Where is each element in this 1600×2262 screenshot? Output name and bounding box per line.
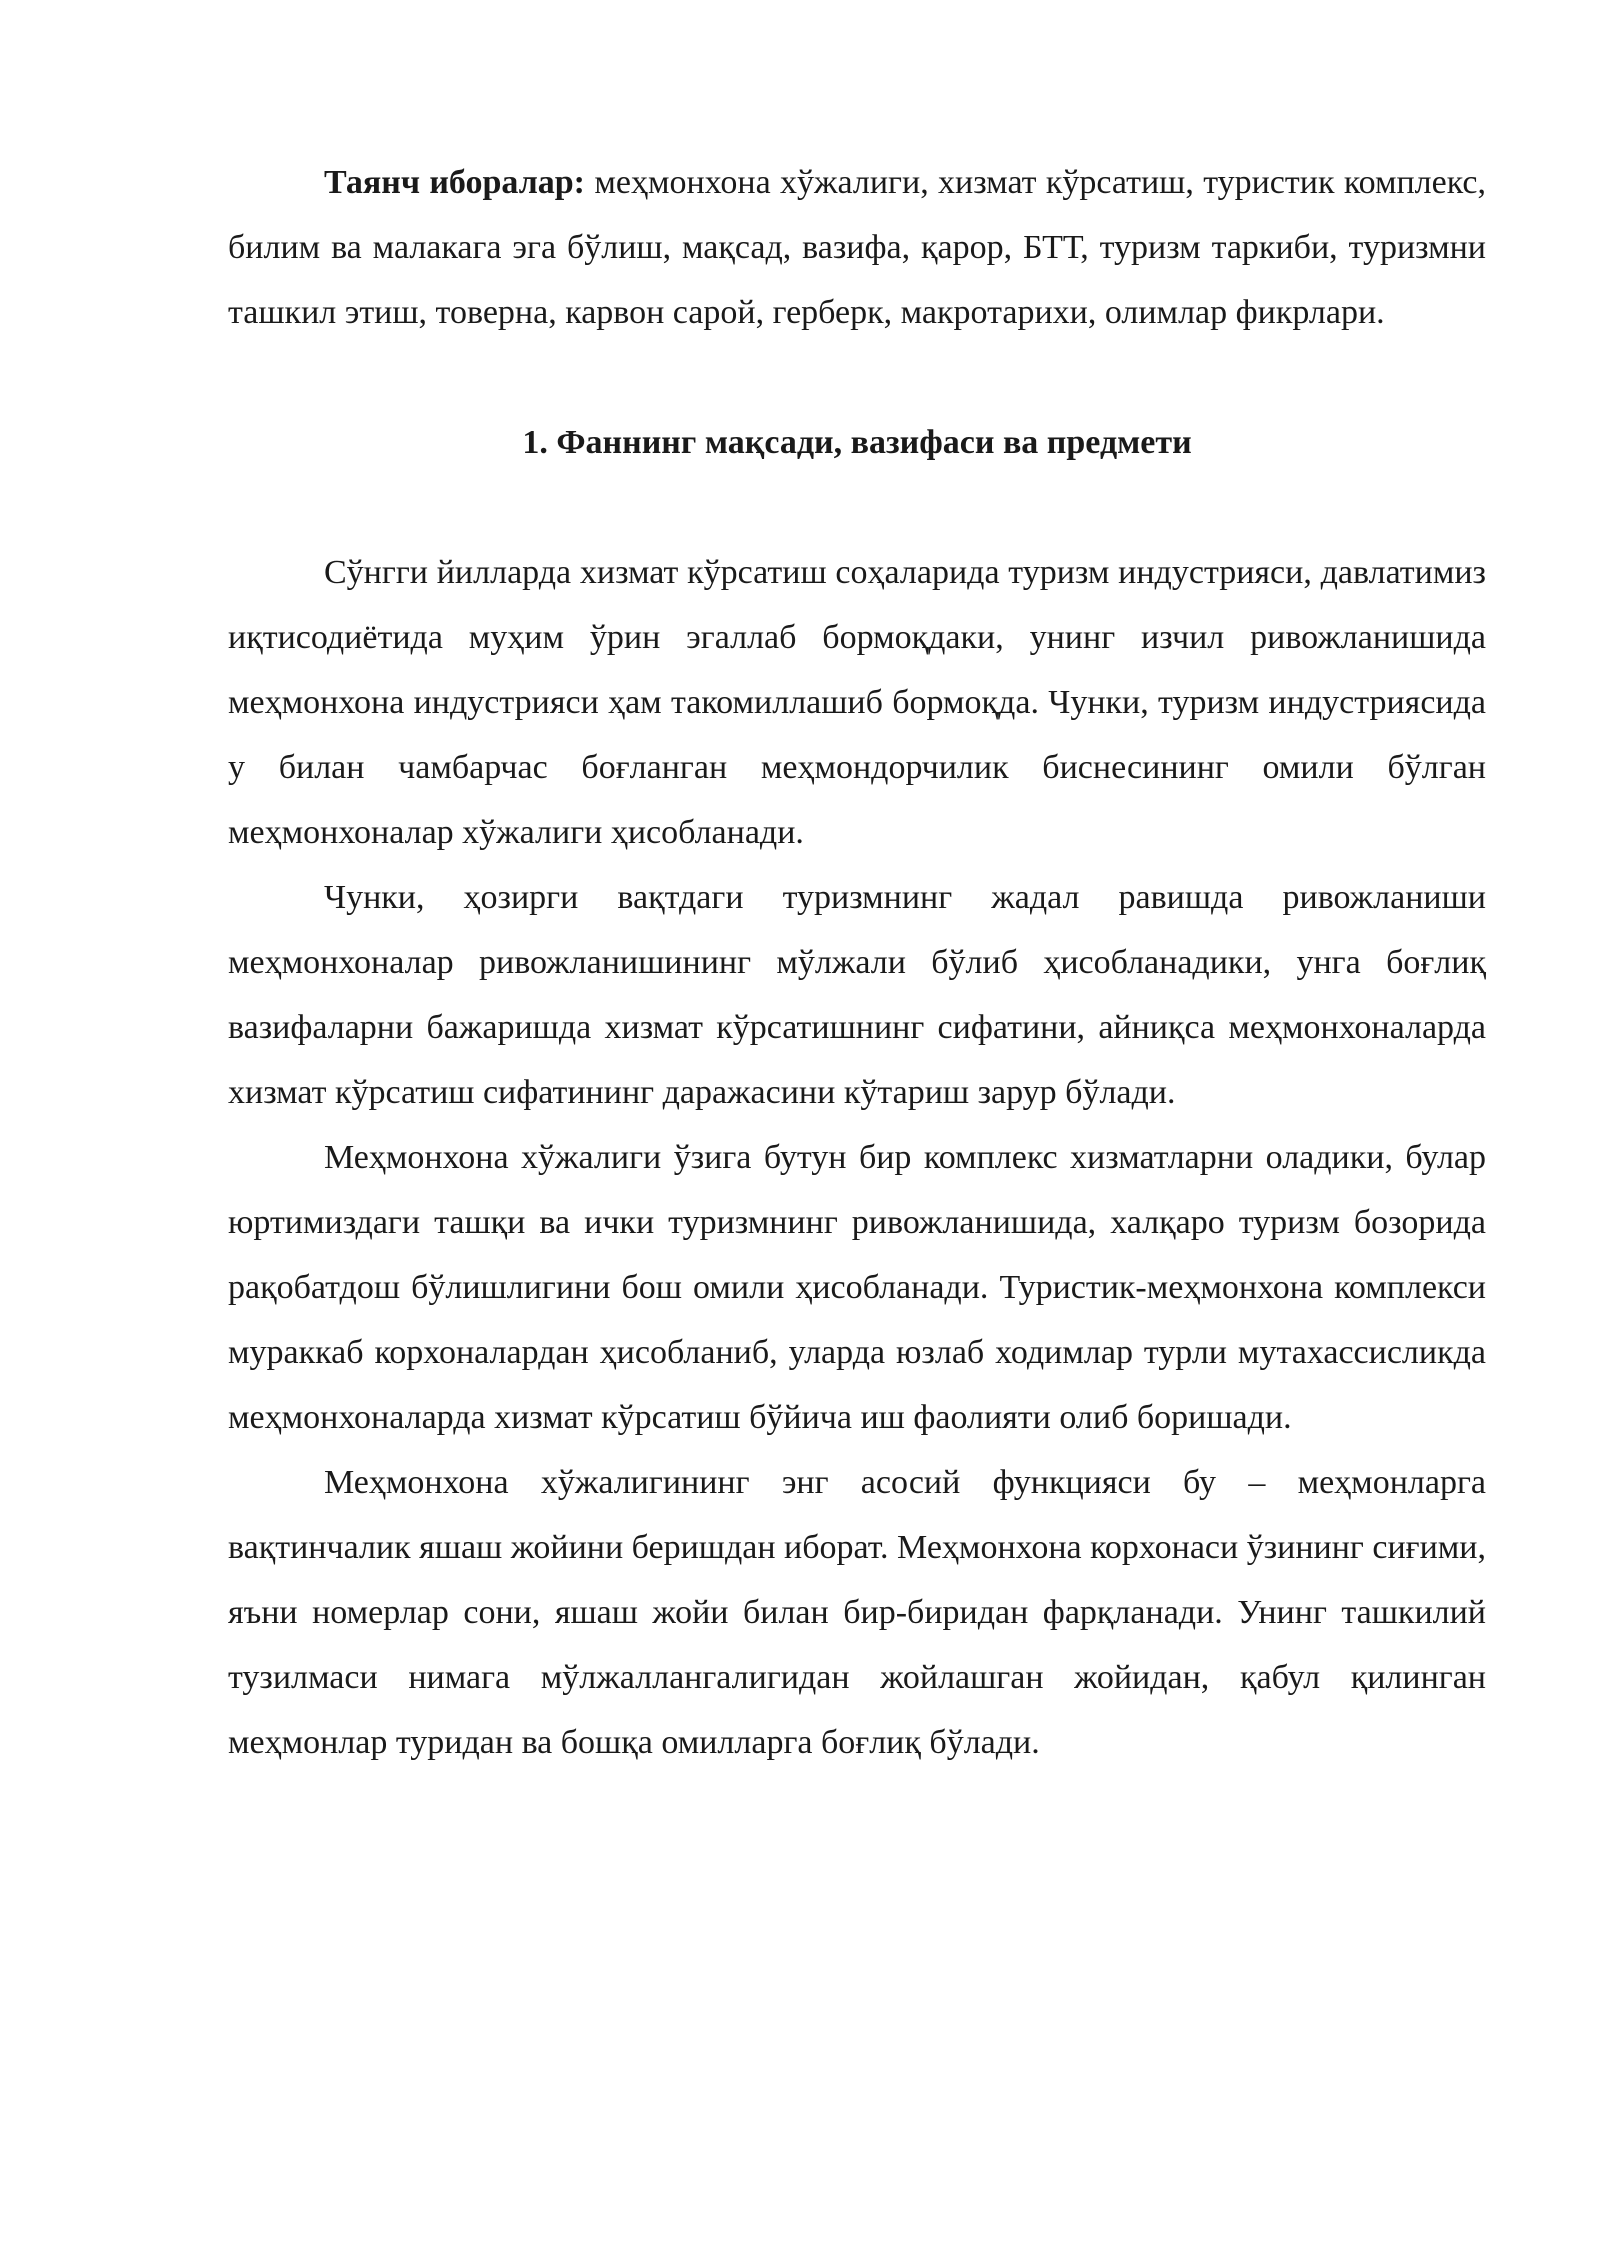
keywords-paragraph: [228, 150, 1486, 345]
section-heading: 1. Фаннинг мақсади, вазифаси ва предмети: [522, 424, 1192, 461]
keywords-text: меҳмонхона хўжалиги, хизмат кўрсатиш, туристик комплекс, билим ва малакага эга бўлиш, мақсад, вазифа, қарор, БТТ, туризм таркиби, туризмни ташкил этиш, товерна, карвон сарой, герберк, макротарихи, олимлар фикрлари.: [228, 164, 1486, 331]
keywords-label: Таянч иборалар:: [324, 164, 585, 201]
document-body: [228, 150, 1486, 1775]
body-paragraph-1: Сўнгги йилларда хизмат кўрсатиш соҳаларида туризм индустрияси, давлатимиз иқтисодиётида муҳим ўрин эгаллаб бормоқдаки, унинг изчил ривожланишида меҳмонхона индустрияси ҳам такомиллашиб бормоқда. Чунки, туризм индустриясида у билан чамбарчас боғланган меҳмондорчилик биснесининг омили бўлган меҳмонхоналар хўжалиги ҳисобланади.: [228, 554, 1486, 851]
body-paragraph-3: Меҳмонхона хўжалиги ўзига бутун бир комплекс хизматларни оладики, булар юртимиздаги ташқи ва ички туризмнинг ривожланишида, халқаро туризм бозорида рақобатдош бўлишлигини бош омили ҳисобланади. Туристик-меҳмонхона комплекси мураккаб корхоналардан ҳисобланиб, уларда юзлаб ходимлар турли мутахассисликда меҳмонхоналарда хизмат кўрсатиш бўйича иш фаолияти олиб боришади.: [228, 1139, 1486, 1436]
body-paragraph-4: Меҳмонхона хўжалигининг энг асосий функцияси бу – меҳмонларга вақтинчалик яшаш жойини беришдан иборат. Меҳмонхона корхонаси ўзининг сиғими, яъни номерлар сони, яшаш жойи билан бир-биридан фарқланади. Унинг ташкилий тузилмаси нимага мўлжаллангалигидан жойлашган жойидан, қабул қилинган меҳмонлар туридан ва бошқа омилларга боғлиқ бўлади.: [228, 1464, 1486, 1761]
body-paragraph-2: Чунки, ҳозирги вақтдаги туризмнинг жадал равишда ривожланиши меҳмонхоналар ривожланишининг мўлжали бўлиб ҳисобланадики, унга боғлиқ вазифаларни бажаришда хизмат кўрсатишнинг сифатини, айниқса меҳмонхоналарда хизмат кўрсатиш сифатининг даражасини кўтариш зарур бўлади.: [228, 879, 1486, 1111]
